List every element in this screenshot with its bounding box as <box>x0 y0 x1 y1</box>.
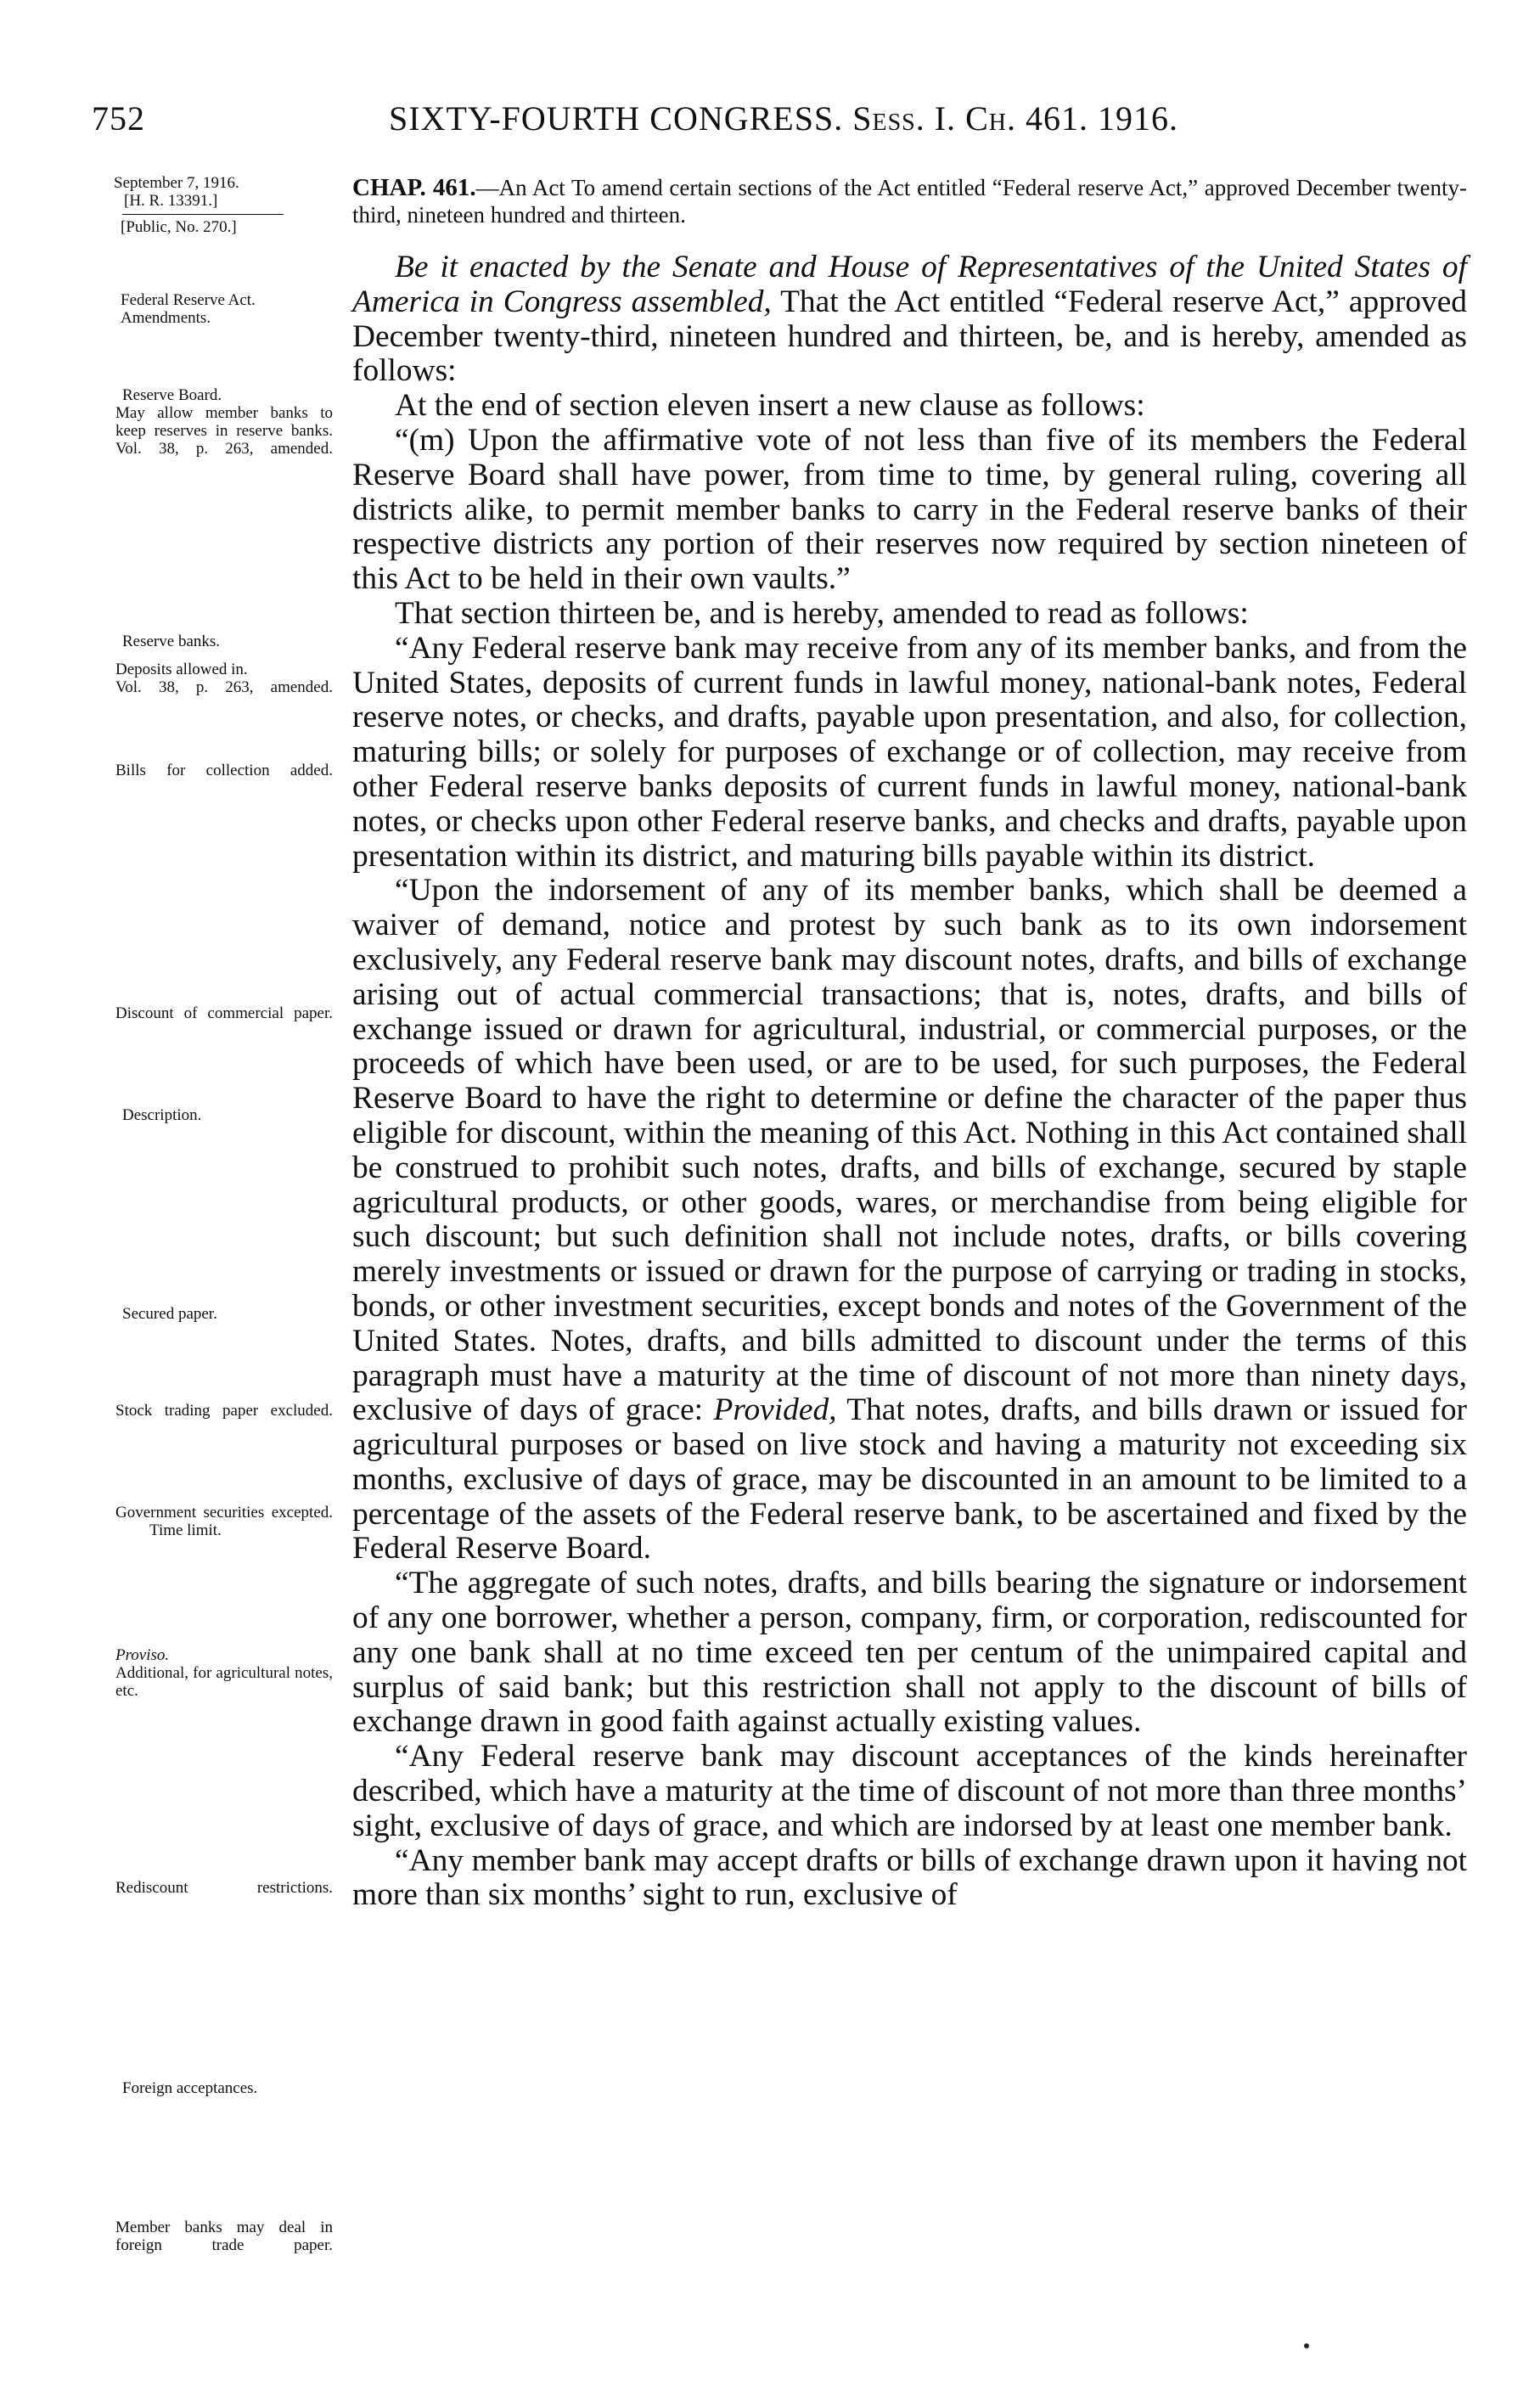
paragraph: “Any member bank may accept drafts or bills of exchange drawn upon it having not more than six months’ sight to run, exclusive of <box>352 1842 1467 1913</box>
chapter-label: CHAP. 461. <box>352 174 476 201</box>
margin-note-description <box>115 1106 333 1124</box>
margin-note-text: Government securities excepted. <box>115 1504 333 1521</box>
margin-rule <box>122 214 284 215</box>
header-congress: SIXTY-FOURTH CONGRESS. <box>389 99 844 138</box>
margin-note-text: Time limit. <box>149 1521 222 1539</box>
margin-note-text: Stock trading paper excluded. <box>115 1402 333 1420</box>
margin-note-foreign <box>115 2079 333 2097</box>
margin-note-text: Reserve Board. <box>122 386 222 404</box>
margin-note-text: Vol. 38, p. 263, amended. <box>115 678 333 696</box>
header-year: 1916. <box>1097 99 1178 138</box>
margin-note-text: Amendments. <box>121 309 211 327</box>
margin-note-bills <box>115 762 333 779</box>
chapter-title <box>352 174 1467 228</box>
chapter-title-text: —An Act To amend certain sections of the Act entitled “Federal reserve Act,” approved December twenty-third, nineteen hundred and thirteen. <box>352 175 1467 228</box>
paragraph: “(m) Upon the affirmative vote of not less than five of its members the Federal Reserve Board shall have power, from time to time, by general ruling, covering all districts alike, to permit member banks to carry in the Federal reserve banks of their respective districts any portion of their reserves now required by section nineteen of this Act to be held in their own vaults.” <box>352 422 1467 597</box>
margin-note-text: Additional, for agricultural notes, etc. <box>115 1664 333 1700</box>
main-text <box>352 174 1467 1913</box>
header-title <box>389 98 1178 138</box>
margin-note-proviso <box>115 1646 333 1700</box>
margin-note-text: Secured paper. <box>122 1305 217 1323</box>
margin-note-text: Description. <box>122 1106 202 1124</box>
margin-note-text: Member banks may deal in foreign trade paper. <box>115 2219 333 2254</box>
paragraph: “The aggregate of such notes, drafts, and bills bearing the signature or indorsement of any one borrower, whether a person, company, firm, or corporation, rediscounted for any one bank shall at no time exceed ten per centum of the unimpaired capital and surplus of said bank; but this restriction shall not apply to the discount of bills of exchange drawn in good faith against actually existing values. <box>352 1566 1467 1740</box>
margin-note-government <box>115 1504 333 1539</box>
margin-note-text: Foreign acceptances. <box>122 2079 258 2097</box>
margin-note-text: Federal Reserve Act. <box>121 291 256 309</box>
header-session: Sess. I. <box>852 99 957 138</box>
paragraph: That section thirteen be, and is hereby, amended to read as follows: <box>395 595 1249 631</box>
margin-note-text: Proviso. <box>115 1646 170 1664</box>
margin-note-text: Vol. 38, p. 263, amended. <box>115 440 333 458</box>
margin-note-discount <box>115 1004 333 1022</box>
margin-note-text: Deposits allowed in. <box>115 661 248 678</box>
margin-note-text: Rediscount restrictions. <box>115 1879 333 1897</box>
margin-bill: [H. R. 13391.] <box>124 192 218 210</box>
paragraph: At the end of section eleven insert a new clause as follows: <box>395 388 1145 424</box>
paragraph-part: “Upon the indorsement of any of its member banks, which shall be deemed a waiver of demand, notice and protest by such bank as to its own indorsement exclusively, any Federal reserve bank may discount notes, drafts, and bills of exchange arising out of actual commercial transactions; that is, notes, drafts, and bills of exchange issued or drawn for agricultural, industrial, or commercial purposes, or the proceeds of which have been used, or are to be used, for such purposes, the Federal Reserve Board to have the right to determine or define the character of the paper thus eligible for discount, within the meaning of this Act. Nothing in this Act contained shall be construed to prohibit such notes, drafts, and bills of exchange, secured by staple agricultural products, or other goods, wares, or merchandise from being eligible for such discount; but such definition shall not include notes, drafts, or bills covering merely investments or issued or drawn for the purpose of carrying or trading in stocks, bonds, or other investment securities, except bonds and notes of the Government of the United States. Notes, drafts, and bills admitted to discount under the terms of this paragraph must have a maturity at the time of discount of not more than ninety days, exclusive of days of grace: <box>352 873 1467 1428</box>
header-chapter: Ch. 461. <box>965 99 1088 138</box>
enacting-clause: Be it enacted by the Senate and House of Representatives of the United States of America in Congress assembled, <box>352 250 1467 319</box>
margin-note-member-banks <box>115 2219 333 2254</box>
margin-note-text: Discount of commercial paper. <box>115 1004 333 1022</box>
margin-note-reserve-board <box>115 386 333 458</box>
paragraph <box>352 874 1467 1566</box>
margin-note-date <box>114 174 318 236</box>
proviso-word: Provided, <box>713 1392 837 1428</box>
margin-note-rediscount <box>115 1879 333 1897</box>
margin-note-text: Reserve banks. <box>122 633 221 650</box>
running-header <box>92 98 1467 146</box>
enacting-paragraph <box>352 250 1467 389</box>
enacting-rest: That the Act entitled “Federal reserve Act,” approved December twenty-third, nineteen hundred and thirteen, be, and is hereby, amended as follows: <box>352 284 1467 389</box>
margin-note-secured <box>115 1305 333 1323</box>
margin-note-reserve-banks <box>115 633 333 696</box>
paragraph-part: That notes, drafts, and bills drawn or issued for agricultural purposes or based on live stock and having a maturity not exceeding six months, exclusive of days of grace, may be discounted in an amount to be limited to a percentage of the assets of the Federal reserve bank, to be ascertained and fixed by the Federal Reserve Board. <box>352 1392 1467 1566</box>
margin-note-text: May allow member banks to keep reserves in reserve banks. <box>115 404 333 440</box>
margin-note-stock <box>115 1402 333 1420</box>
margin-note-text: Bills for collection added. <box>115 762 333 779</box>
margin-date: September 7, 1916. <box>114 174 239 192</box>
paragraph: “Any Federal reserve bank may receive from any of its member banks, and from the United States, deposits of current funds in lawful money, national-bank notes, Federal reserve notes, or checks, and drafts, payable upon presentation, and also, for collection, maturing bills; or solely for purposes of exchange or of collection, may receive from other Federal reserve banks deposits of current funds in lawful money, national-bank notes, or checks upon other Federal reserve banks, and checks and drafts, payable upon presentation within its district, and maturing bills payable within its district. <box>352 630 1467 874</box>
margin-note-act <box>121 291 333 327</box>
ink-speck <box>1304 2343 1309 2348</box>
page-number: 752 <box>92 99 145 138</box>
margin-public: [Public, No. 270.] <box>121 218 237 236</box>
statute-body <box>352 250 1467 1913</box>
paragraph: “Any Federal reserve bank may discount acceptances of the kinds hereinafter described, which have a maturity at the time of discount of not more than three months’ sight, exclusive of days of grace, and which are indorsed by at least one member bank. <box>352 1739 1467 1843</box>
